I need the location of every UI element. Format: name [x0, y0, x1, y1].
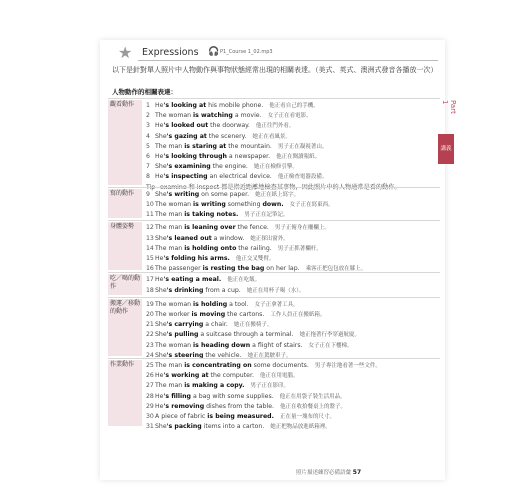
category-block	[108, 220, 440, 271]
expression-line	[146, 162, 438, 172]
key-phrase: is making a copy.	[184, 382, 245, 390]
category-block	[108, 272, 440, 295]
key-phrase: is staring at	[184, 142, 227, 150]
line-number: 16	[146, 265, 154, 273]
chinese-translation: 她正在用杯子喝（水）。	[246, 287, 305, 294]
key-phrase: is watching	[193, 112, 233, 120]
key-phrase: is moving	[191, 311, 226, 318]
line-number: Tip	[146, 183, 156, 191]
expression-text: the railing.	[236, 244, 272, 252]
expression-text: She	[155, 190, 167, 198]
line-number: 12	[146, 224, 154, 232]
expression-line	[146, 210, 438, 220]
expression-text: on some paper.	[199, 190, 250, 198]
category-label: 吃／喝的動作	[108, 274, 142, 294]
expression-text: He	[155, 173, 164, 181]
intro-text: 以下是針對單人照片中人物動作與事物狀態經常出現的相關表達。（美式、英式、澳洲式發音各播放一次）	[112, 66, 438, 74]
chinese-translation: 男子正俯身在柵欄上。	[274, 225, 330, 232]
key-phrase: is resting the bag	[202, 265, 265, 273]
key-phrase: 's folding his arms.	[163, 255, 230, 262]
key-phrase: is heading down	[193, 341, 251, 349]
chinese-translation: 他正在閱讀報紙。	[276, 154, 321, 161]
expression-text: items into a carton.	[201, 423, 265, 431]
expression-line	[146, 300, 438, 310]
chinese-translation: 男子正在影印。	[250, 383, 289, 390]
key-phrase: 's filling	[163, 392, 191, 400]
category-block	[108, 187, 440, 220]
key-phrase: is concentrating on	[184, 362, 252, 369]
expression-line	[146, 172, 438, 182]
expression-text: The man	[155, 244, 185, 252]
chinese-translation: 工作人員正在搬紙箱。	[270, 312, 326, 318]
chinese-translation: 他正在用袋子裝生活用品。	[279, 393, 346, 400]
expression-line	[146, 341, 438, 351]
expression-text: The man	[155, 382, 185, 390]
key-phrase: 's steering	[166, 351, 204, 359]
line-number: 28	[146, 392, 154, 400]
expression-text: something	[225, 201, 263, 208]
expression-text: She	[155, 286, 167, 294]
expression-line	[146, 422, 438, 432]
line-number: 20	[146, 311, 154, 318]
key-phrase: 's gazing at	[166, 132, 207, 140]
line-number: 19	[146, 300, 154, 308]
expression-text: the vehicle.	[203, 351, 242, 359]
line-number: 29	[146, 402, 154, 410]
line-number: 13	[146, 234, 154, 242]
audio-file-label[interactable]: P1_Course 1_02.mp3	[220, 49, 273, 55]
expression-text: a chair.	[203, 321, 228, 329]
section-title: Expressions	[142, 47, 199, 58]
category-label: 身體姿勢	[108, 222, 142, 270]
line-number: 18	[146, 286, 154, 294]
chinese-translation: 他正看自己的手機。	[269, 103, 319, 109]
key-phrase: is being measured.	[207, 413, 274, 421]
key-phrase: 's looked out	[163, 122, 209, 130]
headphones-icon[interactable]: 🎧	[208, 47, 220, 57]
expression-text: The man	[155, 362, 185, 369]
side-tab-box: 講義	[438, 134, 454, 164]
expression-text: The man	[155, 142, 185, 150]
line-number: 25	[146, 362, 154, 369]
chinese-translation: 他正往門外看。	[255, 123, 295, 130]
expression-text: He	[155, 255, 164, 262]
chinese-translation: 他正在收拾餐桌上的盤子。	[280, 403, 347, 410]
expression-text: A piece of fabric	[155, 413, 208, 421]
chinese-translation: 男子正在記筆記。	[244, 212, 289, 219]
expression-text: She	[155, 321, 167, 329]
expression-text: the mountain.	[226, 142, 272, 150]
chinese-translation: 她正把物品放進紙箱裡。	[270, 424, 331, 431]
expression-text: dishes from the table.	[204, 402, 275, 410]
key-phrase: 's looking through	[163, 153, 227, 161]
category-lines	[146, 361, 438, 432]
line-number: 3	[146, 122, 150, 130]
expression-text: a window.	[211, 234, 245, 242]
chinese-translation: 她正探出窗外。	[250, 235, 289, 242]
chinese-translation: 他正交叉雙臂。	[235, 256, 275, 262]
expression-text: a flight of stairs.	[250, 341, 303, 349]
expression-line	[146, 111, 438, 121]
key-phrase: 's eating a meal.	[163, 276, 222, 284]
key-phrase: 's working at	[163, 372, 209, 380]
expression-line	[146, 132, 438, 142]
category-lines	[146, 223, 438, 274]
line-number: 23	[146, 341, 154, 349]
category-label: 寫的動作	[108, 189, 142, 219]
line-number: 31	[146, 423, 154, 431]
key-phrase: down.	[262, 201, 284, 208]
chinese-translation: 她正在看風景。	[252, 133, 291, 140]
expression-text: He	[155, 402, 164, 410]
expression-text: examine 和 inspect 都是指近距離地檢查某事物，因此照片中的人物通常是看的動作。	[160, 183, 401, 191]
key-phrase: 's looking at	[163, 102, 207, 109]
chinese-translation: 她正在駕駛車子。	[247, 352, 292, 359]
expression-line	[146, 200, 438, 210]
expression-text: The man	[155, 211, 185, 219]
expression-text: The worker	[155, 311, 192, 318]
expression-line	[146, 234, 438, 244]
chinese-translation: 女子正拿著工具。	[254, 301, 299, 308]
line-number: 1	[146, 102, 150, 109]
expression-text: the scenery.	[206, 132, 247, 140]
key-phrase: is holding	[193, 300, 228, 308]
line-number: 21	[146, 321, 154, 329]
line-number: 11	[146, 211, 154, 219]
expression-text: the cartons.	[225, 311, 265, 318]
expression-text: He	[155, 276, 164, 284]
line-number: 2	[146, 112, 150, 120]
line-number: 9	[146, 190, 150, 198]
expression-text: a newspaper.	[226, 153, 271, 161]
expression-text: the doorway.	[208, 122, 250, 130]
key-phrase: 's drinking	[166, 286, 204, 294]
key-phrase: 's carrying	[166, 321, 204, 329]
expression-text: the engine.	[210, 163, 248, 171]
category-lines	[146, 190, 438, 221]
key-phrase: 's pulling	[166, 331, 199, 339]
expression-text: The woman	[155, 201, 194, 208]
key-phrase: 's leaned out	[166, 234, 212, 242]
expression-text: She	[155, 234, 167, 242]
section-header	[112, 43, 432, 62]
expression-line	[146, 310, 438, 320]
category-block	[108, 358, 440, 431]
category-lines	[146, 275, 438, 295]
chinese-translation: 他正檢查電器設備。	[277, 174, 328, 181]
line-number: 14	[146, 244, 154, 252]
key-phrase: is writing	[193, 201, 226, 208]
key-phrase: 's inspecting	[163, 173, 208, 181]
category-lines	[146, 300, 438, 361]
expression-text: a bag with some supplies.	[190, 392, 274, 400]
expression-line	[146, 371, 438, 381]
star-icon: ★	[118, 43, 133, 62]
line-number: 24	[146, 351, 154, 359]
expression-line	[146, 320, 438, 330]
expression-text: She	[155, 163, 167, 171]
expression-line	[146, 412, 438, 422]
category-block	[108, 297, 440, 357]
expression-text: some documents.	[251, 362, 309, 369]
chinese-translation: 她正拖著行李穿過航廈。	[299, 332, 360, 339]
category-label: 搬運／移動的動作	[108, 299, 142, 356]
expression-line	[146, 190, 438, 200]
expression-text: the fence.	[235, 224, 269, 232]
expression-text: on her lap.	[264, 265, 300, 273]
chinese-translation: 男子專注地看著一些文件。	[314, 363, 381, 369]
document-page	[100, 40, 445, 480]
expression-text: a suitcase through a terminal.	[198, 331, 294, 339]
part-label: Part 1	[441, 100, 457, 114]
chinese-translation: 男子正抓著欄杆。	[277, 245, 322, 252]
expression-text: an electrical device.	[207, 173, 272, 181]
expression-line	[146, 223, 438, 233]
expression-text: The woman	[155, 300, 194, 308]
chinese-translation: 正在量一塊布的尺寸。	[279, 414, 335, 421]
line-number: 30	[146, 413, 154, 421]
page-number: 57	[352, 469, 362, 476]
chinese-translation: 他正在用電腦。	[259, 373, 299, 380]
expression-line	[146, 254, 438, 264]
expression-line	[146, 275, 438, 285]
key-phrase: is leaning over	[184, 224, 236, 232]
key-phrase: 's writing	[166, 190, 200, 198]
line-number: 27	[146, 382, 154, 390]
expression-line	[146, 121, 438, 131]
expression-text: He	[155, 102, 164, 109]
chinese-translation: 乘客正把包包放在膝上。	[305, 266, 367, 273]
category-label: 觀看動作	[108, 100, 142, 185]
chinese-translation: 她正在檢修引擎。	[253, 164, 298, 171]
expression-text: He	[155, 153, 164, 161]
expression-line	[146, 330, 438, 340]
expression-line	[146, 361, 438, 371]
line-number: 4	[146, 132, 150, 140]
key-phrase: 's removing	[163, 402, 205, 410]
expression-text: from a cup.	[203, 286, 241, 294]
category-block	[108, 98, 440, 191]
chinese-translation: 男子正在凝視著山。	[277, 143, 328, 150]
line-number: 7	[146, 163, 150, 171]
chinese-translation: 他正在吃飯。	[227, 277, 261, 284]
line-number: 8	[146, 173, 150, 181]
expression-text: He	[155, 392, 164, 400]
key-phrase: is taking notes.	[184, 211, 239, 219]
expression-text: The woman	[155, 341, 194, 349]
chinese-translation: 女子正在下樓梯。	[308, 342, 353, 349]
expression-text: a tool.	[227, 300, 249, 308]
expression-text: The passenger	[155, 265, 203, 273]
subhead: 人物動作的相關表達：	[112, 88, 177, 96]
expression-line	[146, 152, 438, 162]
page-footer	[296, 468, 361, 476]
key-phrase: 's packing	[166, 423, 202, 431]
line-number: 22	[146, 331, 154, 339]
line-number: 15	[146, 255, 154, 262]
expression-text: his mobile phone.	[206, 102, 264, 109]
line-number: 5	[146, 142, 150, 150]
expression-text: a movie.	[232, 112, 262, 120]
expression-text: He	[155, 372, 164, 380]
line-number: 6	[146, 153, 150, 161]
category-label: 作業動作	[108, 360, 142, 426]
expression-line	[146, 286, 438, 296]
expression-text: The man	[155, 224, 185, 232]
expression-text: She	[155, 132, 167, 140]
expression-text: the computer.	[208, 372, 254, 380]
footer-text: 照片描述練習必備語彙	[296, 470, 352, 476]
expression-text: She	[155, 351, 167, 359]
key-phrase: 's examining	[166, 163, 211, 171]
expression-text: She	[155, 331, 167, 339]
category-lines	[146, 101, 438, 192]
expression-text: The woman	[155, 112, 194, 120]
expression-line	[146, 101, 438, 111]
key-phrase: is holding onto	[184, 244, 237, 252]
chinese-translation: 女子正在寫東西。	[289, 202, 334, 208]
line-number: 17	[146, 276, 154, 284]
expression-text: He	[155, 122, 164, 130]
chinese-translation: 女子正在看電影。	[267, 113, 312, 120]
expression-line	[146, 381, 438, 391]
expression-text: She	[155, 423, 167, 431]
chinese-translation: 她正在紙上寫字。	[255, 191, 300, 198]
chinese-translation: 她正在搬椅子。	[233, 322, 273, 329]
expression-line	[146, 402, 438, 412]
line-number: 26	[146, 372, 154, 380]
expression-line	[146, 142, 438, 152]
line-number: 10	[146, 201, 154, 208]
expression-line	[146, 244, 438, 254]
expression-line	[146, 392, 438, 402]
